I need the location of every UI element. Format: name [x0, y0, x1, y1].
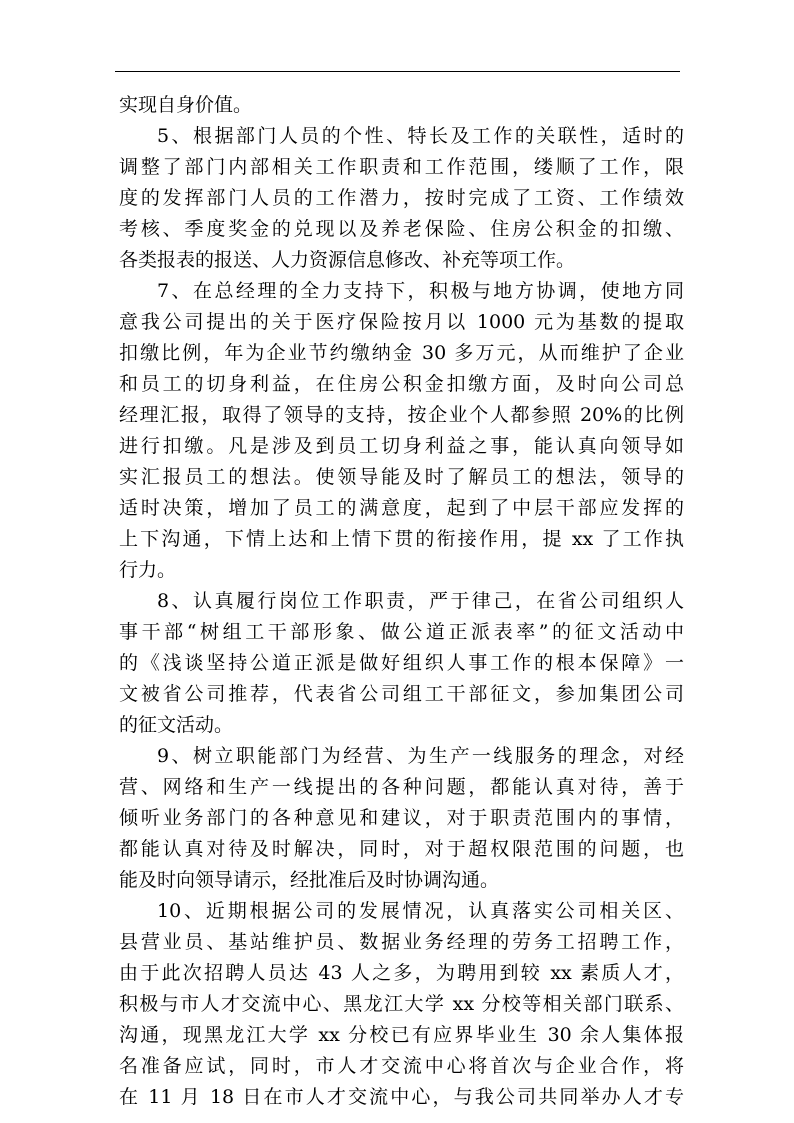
document-body [119, 90, 684, 1113]
text-line: 能及时向领导请示，经批准后及时协调沟通。 [119, 869, 500, 891]
text-line: 上下沟通，下情上达和上情下贯的衔接作用，提 xx 了工作执 [119, 528, 684, 550]
text-line: 考核、季度奖金的兑现以及养老保险、住房公积金的扣缴、 [119, 218, 684, 240]
text-line: 文被省公司推荐，代表省公司组工干部征文，参加集团公司 [119, 683, 684, 705]
text-line: 行力。 [119, 559, 177, 581]
text-line: 各类报表的报送、人力资源信息修改、补充等项工作。 [119, 249, 576, 271]
text-line: 积极与市人才交流中心、黑龙江大学 xx 分校等相关部门联系、 [119, 993, 684, 1015]
header-rule [115, 71, 680, 72]
text-line: 名准备应试，同时，市人才交流中心将首次与企业合作，将 [119, 1055, 684, 1077]
text-line: 实汇报员工的想法。使领导能及时了解员工的想法，领导的 [119, 466, 684, 488]
text-line: 扣缴比例，年为企业节约缴纳金 30 多万元，从而维护了企业 [119, 342, 684, 364]
text-line: 实现自身价值。 [119, 94, 253, 116]
text-line: 和员工的切身利益，在住房公积金扣缴方面，及时向公司总 [119, 373, 684, 395]
text-line: 8、认真履行岗位工作职责，严于律己，在省公司组织人 [157, 590, 684, 612]
text-line: 都能认真对待及时解决，同时，对于超权限范围的问题，也 [119, 838, 684, 860]
text-line: 进行扣缴。凡是涉及到员工切身利益之事，能认真向领导如 [119, 435, 684, 457]
text-line: 7、在总经理的全力支持下，积极与地方协调，使地方同 [157, 280, 684, 302]
text-line: 经理汇报，取得了领导的支持，按企业个人都参照 20%的比例 [119, 404, 684, 426]
text-line: 适时决策，增加了员工的满意度，起到了中层干部应发挥的 [119, 497, 684, 519]
text-line: 5、根据部门人员的个性、特长及工作的关联性，适时的 [157, 125, 684, 147]
text-line: 的征文活动。 [119, 714, 234, 736]
text-line: 事干部“树组工干部形象、做公道正派表率”的征文活动中 [119, 621, 684, 643]
text-line: 10、近期根据公司的发展情况，认真落实公司相关区、 [157, 900, 684, 922]
text-line: 沟通，现黑龙江大学 xx 分校已有应界毕业生 30 余人集体报 [119, 1024, 684, 1046]
text-line: 在 11 月 18 日在市人才交流中心，与我公司共同举办人才专 [119, 1086, 684, 1108]
text-line: 倾听业务部门的各种意见和建议，对于职责范围内的事情， [119, 807, 684, 829]
text-line: 的《浅谈坚持公道正派是做好组织人事工作的根本保障》一 [119, 652, 684, 674]
text-line: 营、网络和生产一线提出的各种问题，都能认真对待，善于 [119, 776, 684, 798]
text-line: 9、树立职能部门为经营、为生产一线服务的理念，对经 [157, 745, 684, 767]
text-line: 度的发挥部门人员的工作潜力，按时完成了工资、工作绩效 [119, 187, 684, 209]
text-line: 调整了部门内部相关工作职责和工作范围，缕顺了工作，限 [119, 156, 684, 178]
text-line: 意我公司提出的关于医疗保险按月以 1000 元为基数的提取 [119, 311, 684, 333]
text-line: 由于此次招聘人员达 43 人之多，为聘用到较 xx 素质人才， [119, 962, 684, 984]
text-line: 县营业员、基站维护员、数据业务经理的劳务工招聘工作， [119, 931, 684, 953]
